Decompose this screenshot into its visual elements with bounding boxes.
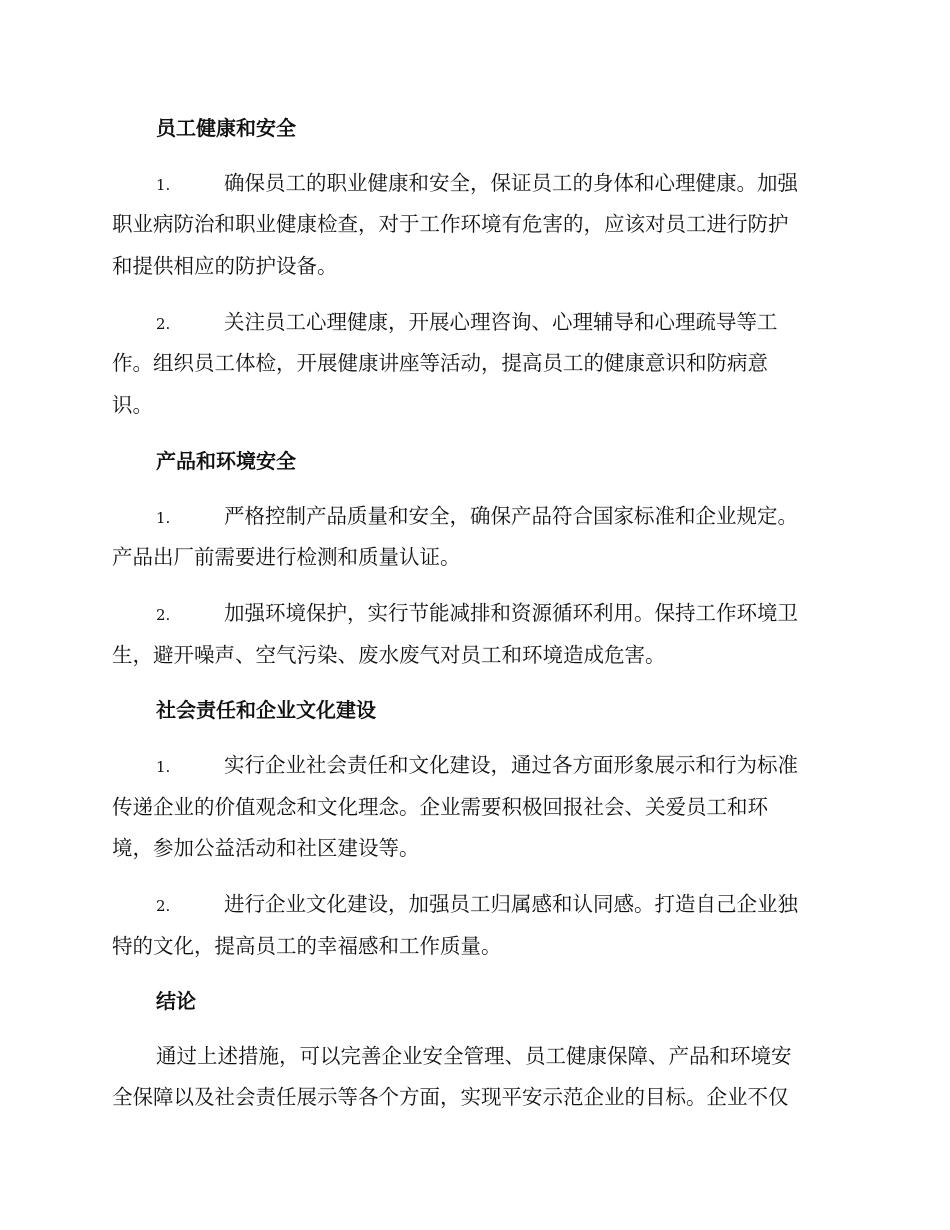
list-item-line: 生，避开噪声、空气污染、废水废气对员工和环境造成危害。: [112, 643, 666, 667]
section-heading-product-environment: 产品和环境安全: [156, 449, 296, 473]
paragraph-line: 通过上述措施，可以完善企业安全管理、员工健康保障、产品和环境安: [156, 1044, 792, 1068]
list-item-line: [156, 890, 798, 920]
list-number: 2.: [156, 315, 171, 333]
list-number: 2.: [156, 606, 171, 624]
list-item-text: 实行企业社会责任和文化建设，通过各方面形象展示和行为标准: [224, 753, 798, 777]
list-item-line: 产品出厂前需要进行检测和质量认证。: [112, 545, 461, 569]
section-heading-conclusion: 结论: [156, 989, 196, 1013]
list-item-line: 传递企业的价值观念和文化理念。企业需要积极回报社会、关爱员工和环: [112, 795, 768, 819]
list-number: 2.: [156, 897, 171, 915]
paragraph-line: 全保障以及社会责任展示等各个方面，实现平安示范企业的目标。企业不仅: [112, 1085, 789, 1109]
list-number: 1.: [156, 509, 171, 527]
list-item-line: 和提供相应的防护设备。: [112, 254, 338, 278]
list-item-line: [156, 599, 798, 629]
list-item-line: 职业病防治和职业健康检查，对于工作环境有危害的，应该对员工进行防护: [112, 212, 789, 236]
section-heading-social-responsibility: 社会责任和企业文化建设: [156, 698, 376, 722]
list-item-line: 特的文化，提高员工的幸福感和工作质量。: [112, 934, 502, 958]
section-heading-employee-health: 员工健康和安全: [156, 116, 296, 140]
list-item-line: [156, 502, 798, 532]
list-item-text: 严格控制产品质量和安全，确保产品符合国家标准和企业规定。: [224, 504, 798, 528]
list-item-line: 作。组织员工体检，开展健康讲座等活动，提高员工的健康意识和防病意: [112, 351, 768, 375]
list-item-text: 进行企业文化建设，加强员工归属感和认同感。打造自己企业独: [224, 892, 798, 916]
list-item-line: [156, 169, 798, 199]
list-item-line: [156, 308, 778, 338]
list-item-line: [156, 751, 798, 781]
list-item-text: 加强环境保护，实行节能减排和资源循环利用。保持工作环境卫: [224, 601, 798, 625]
list-item-text: 关注员工心理健康，开展心理咨询、心理辅导和心理疏导等工: [224, 310, 778, 334]
list-item-line: 识。: [112, 393, 153, 417]
list-item-text: 确保员工的职业健康和安全，保证员工的身体和心理健康。加强: [224, 171, 798, 195]
list-number: 1.: [156, 176, 171, 194]
list-item-line: 境，参加公益活动和社区建设等。: [112, 836, 420, 860]
list-number: 1.: [156, 758, 171, 776]
